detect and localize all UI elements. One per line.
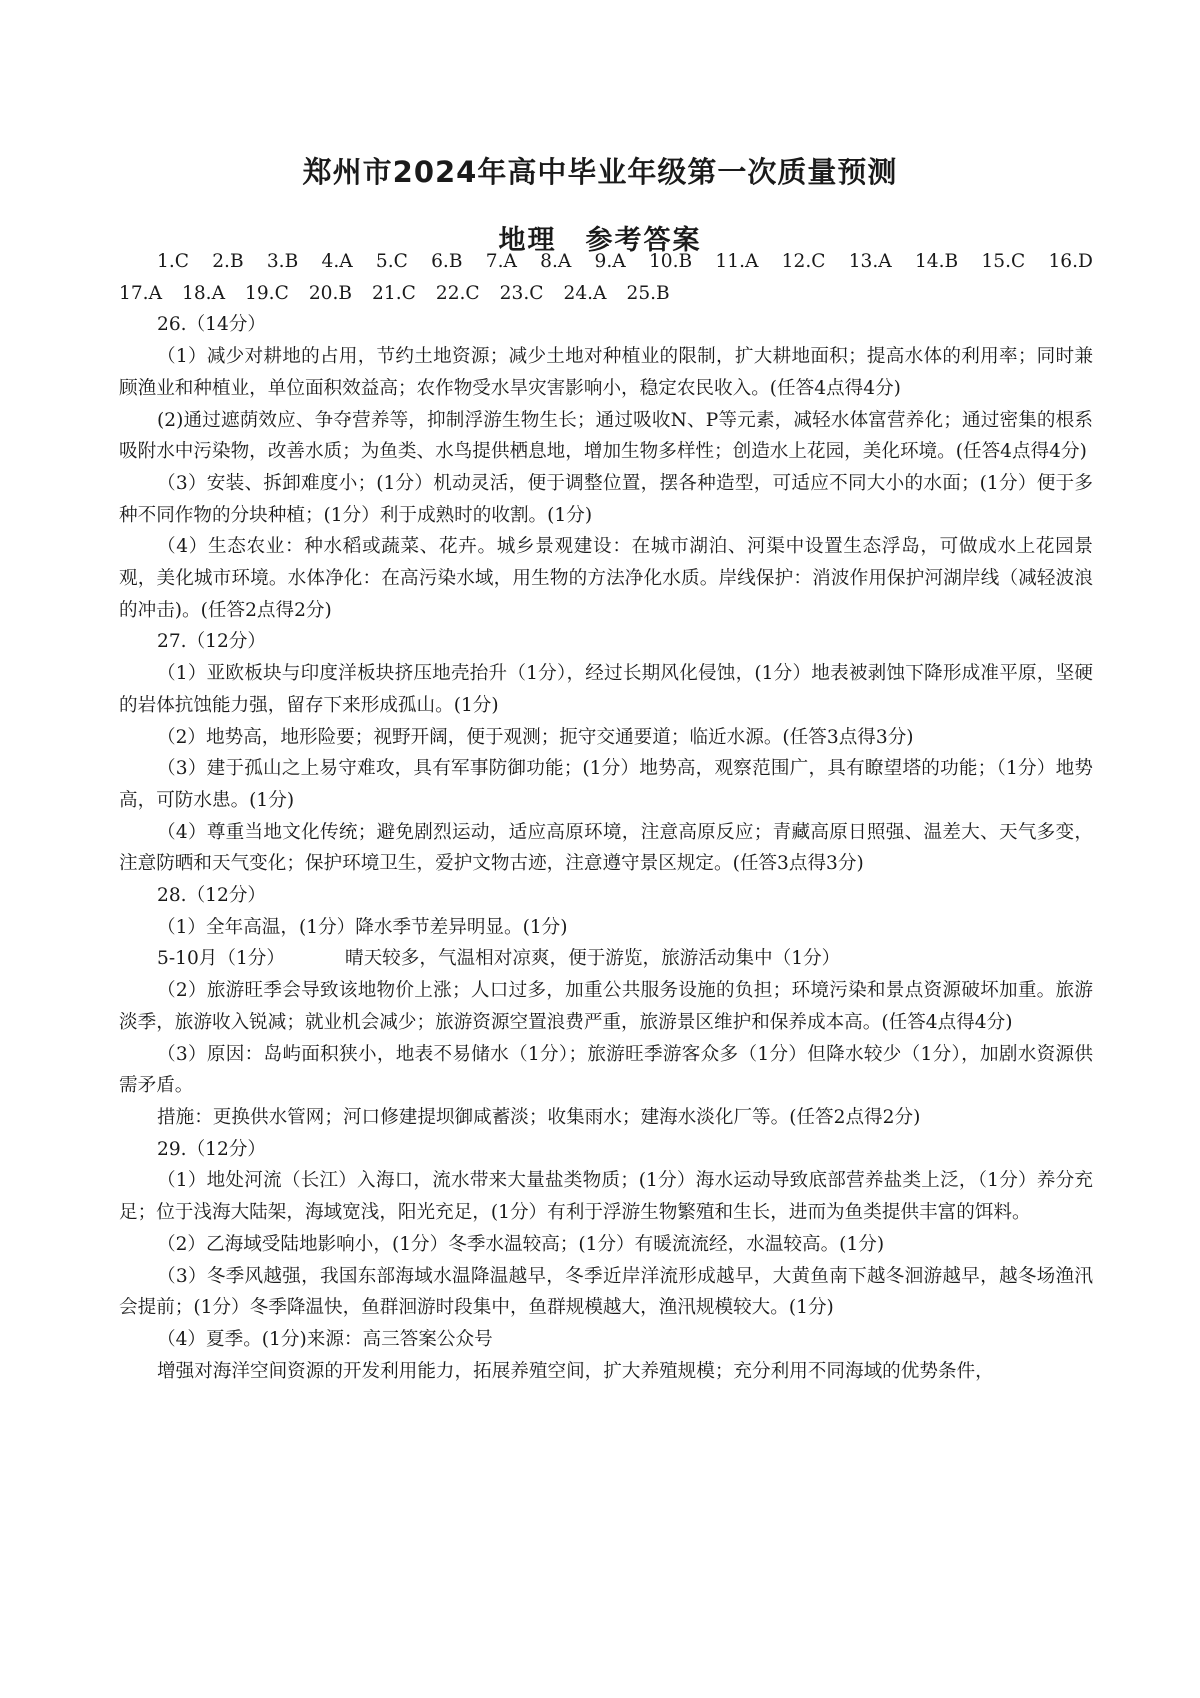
mc-answer: 1.C [157,251,189,272]
q29-part-4: （4）夏季。(1分)来源：高三答案公众号 [157,1328,493,1350]
q28-reason: 晴天较多，气温相对凉爽，便于游览，旅游活动集中（1分） [344,948,841,970]
question-heading-26: 26.（14分） [157,314,267,336]
question-heading-28: 28.（12分） [157,885,267,907]
mc-answer: 12.C [781,251,826,272]
mc-answer: 10.B [648,251,693,272]
q29-part-4-continued: 增强对海洋空间资源的开发利用能力，拓展养殖空间，扩大养殖规模；充分利用不同海域的优势条件， [157,1360,994,1382]
mc-answer: 13.A [848,251,892,272]
mc-answer: 23.C [499,282,544,304]
q28-part-3: （3）原因：岛屿面积狭小，地表不易储水（1分）；旅游旺季游客众多（1分）但降水较少（1分），加剧水资源供需矛盾。 [119,1043,1093,1097]
q28-month-range: 5-10月（1分） [157,948,285,970]
mc-answer: 25.B [626,282,670,304]
q27-part-3: （3）建于孤山之上易守难攻，具有军事防御功能；(1分）地势高，观察范围广，具有瞭望塔的功能；（1分）地势高，可防水患。(1分) [119,758,1093,811]
q28-part-3-measures: 措施：更换供水管网；河口修建提坝御咸蓄淡；收集雨水；建海水淡化厂等。(任答2点得2分) [157,1106,921,1128]
mc-answer: 17.A [119,282,162,304]
mc-answer: 19.C [245,282,289,304]
mc-answer: 6.B [431,251,463,272]
q26-part-3: （3）安装、拆卸难度小；(1分）机动灵活，便于调整位置，摆各种造型，可适应不同大小的水面；(1分）便于多种不同作物的分块种植；(1分）利于成熟时的收割。(1分) [119,472,1093,526]
question-heading-27: 27.（12分） [157,631,267,653]
mc-answer: 16.D [1048,251,1093,272]
mc-answer: 4.A [321,251,353,272]
q26-part-1: （1）减少对耕地的占用，节约土地资源；减少土地对种植业的限制，扩大耕地面积；提高水体的利用率；同时兼顾渔业和种植业，单位面积效益高；农作物受水旱灾害影响小，稳定农民收入。(任答4点得4分) [119,346,1093,399]
mc-answer: 7.A [485,251,517,272]
q27-part-1: （1）亚欧板块与印度洋板块挤压地壳抬升（1分），经过长期风化侵蚀，(1分）地表被剥蚀下降形成准平原，坚硬的岩体抗蚀能力强，留存下来形成孤山。(1分) [119,663,1093,716]
mc-answer: 9.A [594,251,626,272]
mc-answer: 3.B [266,251,299,272]
q27-part-4: （4）尊重当地文化传统；避免剧烈运动，适应高原环境，注意高原反应；青藏高原日照强、温差大、天气多变，注意防晒和天气变化；保护环境卫生，爱护文物古迹，注意遵守景区规定。(任答3点得3分) [119,821,1093,875]
mc-answer: 18.A [182,282,225,304]
mc-answer: 15.C [981,251,1026,272]
mc-answer: 22.C [435,282,480,304]
q29-part-2: （2）乙海域受陆地影响小，(1分）冬季水温较高；(1分）有暖流流经，水温较高。(1分) [157,1233,885,1255]
answer-body [119,246,1093,1387]
mc-answer: 21.C [372,282,416,304]
mc-answer: 14.B [914,251,959,272]
mc-answer: 8.A [540,251,572,272]
q29-part-3: （3）冬季风越强，我国东部海域水温降温越早，冬季近岸洋流形成越早，大黄鱼南下越冬洄游越早，越冬场渔汛会提前；(1分）冬季降温快，鱼群洄游时段集中，鱼群规模越大，渔汛规模较大。(1分) [119,1265,1093,1319]
q28-part-1-answer [119,943,1093,975]
mc-answer: 11.A [715,251,759,272]
q26-part-2: (2)通过遮荫效应、争夺营养等，抑制浮游生物生长；通过吸收N、P等元素，减轻水体富营养化；通过密集的根系吸附水中污染物，改善水质；为鱼类、水鸟提供栖息地，增加生物多样性；创造水上花园，美化环境。(任答4点得4分) [119,409,1093,463]
mc-answer: 20.B [308,282,353,304]
mc-answer: 2.B [212,251,244,272]
q28-part-2: （2）旅游旺季会导致该地物价上涨；人口过多，加重公共服务设施的负担；环境污染和景点资源破坏加重。旅游淡季，旅游收入锐减；就业机会减少；旅游资源空置浪费严重，旅游景区维护和保养成本高。(任答4点得4分) [119,980,1093,1033]
q26-part-4: （4）生态农业：种水稻或蔬菜、花卉。城乡景观建设：在城市湖泊、河渠中设置生态浮岛，可做成水上花园景观，美化城市环境。水体净化：在高污染水域，用生物的方法净化水质。岸线保护：消波作用保护河湖岸线（减轻波浪的冲击)。(任答2点得2分) [119,536,1093,621]
mc-answer: 24.A [563,282,607,304]
page-subtitle: 地理 参考答案 [498,225,702,256]
question-heading-29: 29.（12分） [157,1138,267,1160]
page-title: 郑州市2024年高中毕业年级第一次质量预测 [302,155,898,189]
q27-part-2: （2）地势高，地形险要；视野开阔，便于观测；扼守交通要道；临近水源。(任答3点得3分) [157,726,914,748]
mc-answers-row-1 [119,246,1093,278]
mc-answers-row-2 [119,278,1093,310]
mc-answer: 5.C [375,251,408,272]
q29-part-1: （1）地处河流（长江）入海口，流水带来大量盐类物质；(1分）海水运动导致底部营养盐类上泛，（1分）养分充足；位于浅海大陆架，海域宽浅，阳光充足，(1分）有利于浮游生物繁殖和生长，进而为鱼类提供丰富的饵料。 [119,1170,1093,1224]
q28-part-1: （1）全年高温，(1分）降水季节差异明显。(1分) [157,916,568,938]
